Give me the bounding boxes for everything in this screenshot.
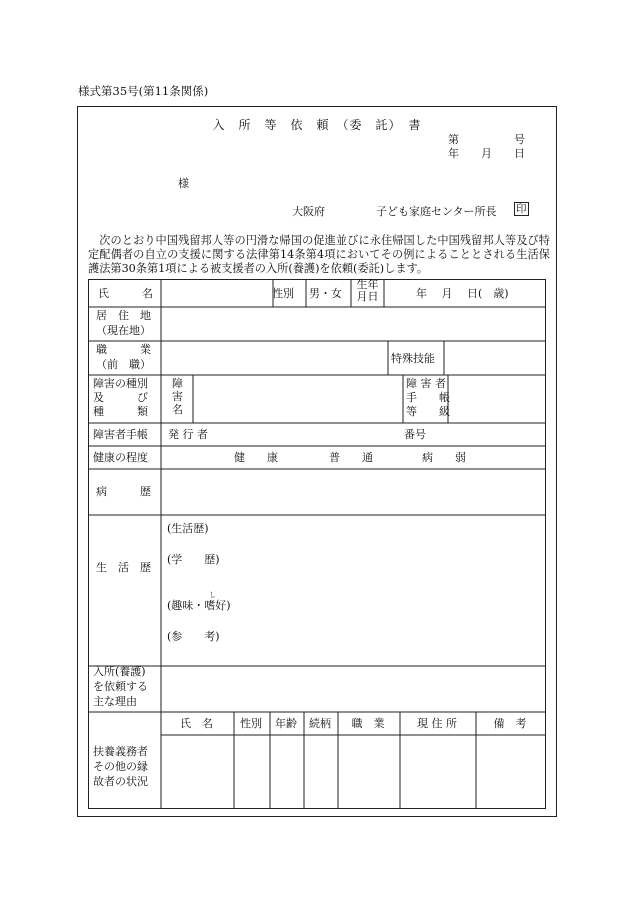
disability-name-label: 障 害 名 bbox=[172, 377, 183, 416]
life-sub-reference: (参 考) bbox=[167, 630, 220, 643]
life-sub-hobbies: (趣味・嗜好) bbox=[167, 599, 231, 612]
occupation-label: 職 業 （前 職） bbox=[96, 343, 151, 371]
handbook-number-label: 番号 bbox=[404, 428, 426, 441]
family-status-label: 扶養義務者 その他の縁 故者の状況 bbox=[93, 745, 148, 788]
seal-mark: 印 bbox=[516, 203, 527, 215]
health-option-good: 健 康 bbox=[234, 451, 278, 464]
gender-options: 男・女 bbox=[309, 287, 342, 300]
ruby-annotation: し bbox=[209, 591, 216, 599]
issuer-prefecture: 大阪府 bbox=[292, 205, 325, 218]
life-sub-education: (学 歴) bbox=[167, 553, 220, 566]
form-title: 入 所 等 依 頼 （委 託） 書 bbox=[212, 118, 422, 132]
health-option-weak: 病 弱 bbox=[422, 451, 466, 464]
disability-type-label: 障害の種別 及 び 種 類 bbox=[93, 377, 148, 418]
issuer-title: 子ども家庭センター所長 bbox=[376, 205, 497, 218]
residence-label: 居 住 地 （現在地） bbox=[96, 309, 151, 337]
handbook-grade-label: 障 害 者 手 帳 等 級 bbox=[406, 377, 450, 418]
family-col-remarks: 備 考 bbox=[493, 717, 527, 730]
family-col-age: 年齢 bbox=[275, 717, 297, 730]
medical-history-label: 病 歴 bbox=[96, 485, 151, 498]
addressee-suffix: 様 bbox=[178, 177, 189, 190]
family-col-gender: 性別 bbox=[240, 717, 262, 730]
family-col-address: 現 住 所 bbox=[417, 717, 457, 730]
family-col-name: 氏 名 bbox=[180, 717, 213, 730]
request-body-text: 次のとおり中国残留邦人等の円滑な帰国の促進並びに永住帰国した中国残留邦人等及び特定配偶者の自立の支援に関する法律第14条第4項においてその例によることとされる生活保護法第30条第1項による被支援者の入所(養護)を依頼(委託)します。 bbox=[88, 234, 550, 275]
family-col-relation: 続柄 bbox=[309, 717, 331, 730]
special-skill-label: 特殊技能 bbox=[391, 352, 435, 365]
family-col-occupation: 職 業 bbox=[351, 717, 385, 730]
life-sub-history: (生活歴) bbox=[167, 522, 209, 535]
gender-label: 性別 bbox=[272, 287, 294, 300]
handbook-issuer-label: 発 行 者 bbox=[168, 428, 208, 441]
disability-handbook-label: 障害者手帳 bbox=[93, 428, 148, 441]
form-number-label: 様式第35号(第11条関係) bbox=[78, 84, 209, 98]
health-level-label: 健康の程度 bbox=[93, 451, 148, 464]
birth-date-value: 年 月 日( 歳) bbox=[416, 287, 509, 300]
name-label: 氏 名 bbox=[98, 287, 153, 300]
birth-date-label: 生年 月日 bbox=[356, 278, 379, 303]
document-date-label: 年 月 日 bbox=[448, 147, 525, 160]
request-reason-label: 入所(養護) を依頼する 主な理由 bbox=[93, 665, 148, 708]
life-history-label: 生 活 歴 bbox=[96, 561, 151, 574]
form-frame bbox=[77, 106, 557, 817]
health-option-normal: 普 通 bbox=[329, 451, 373, 464]
document-number-label: 第 号 bbox=[448, 133, 525, 146]
